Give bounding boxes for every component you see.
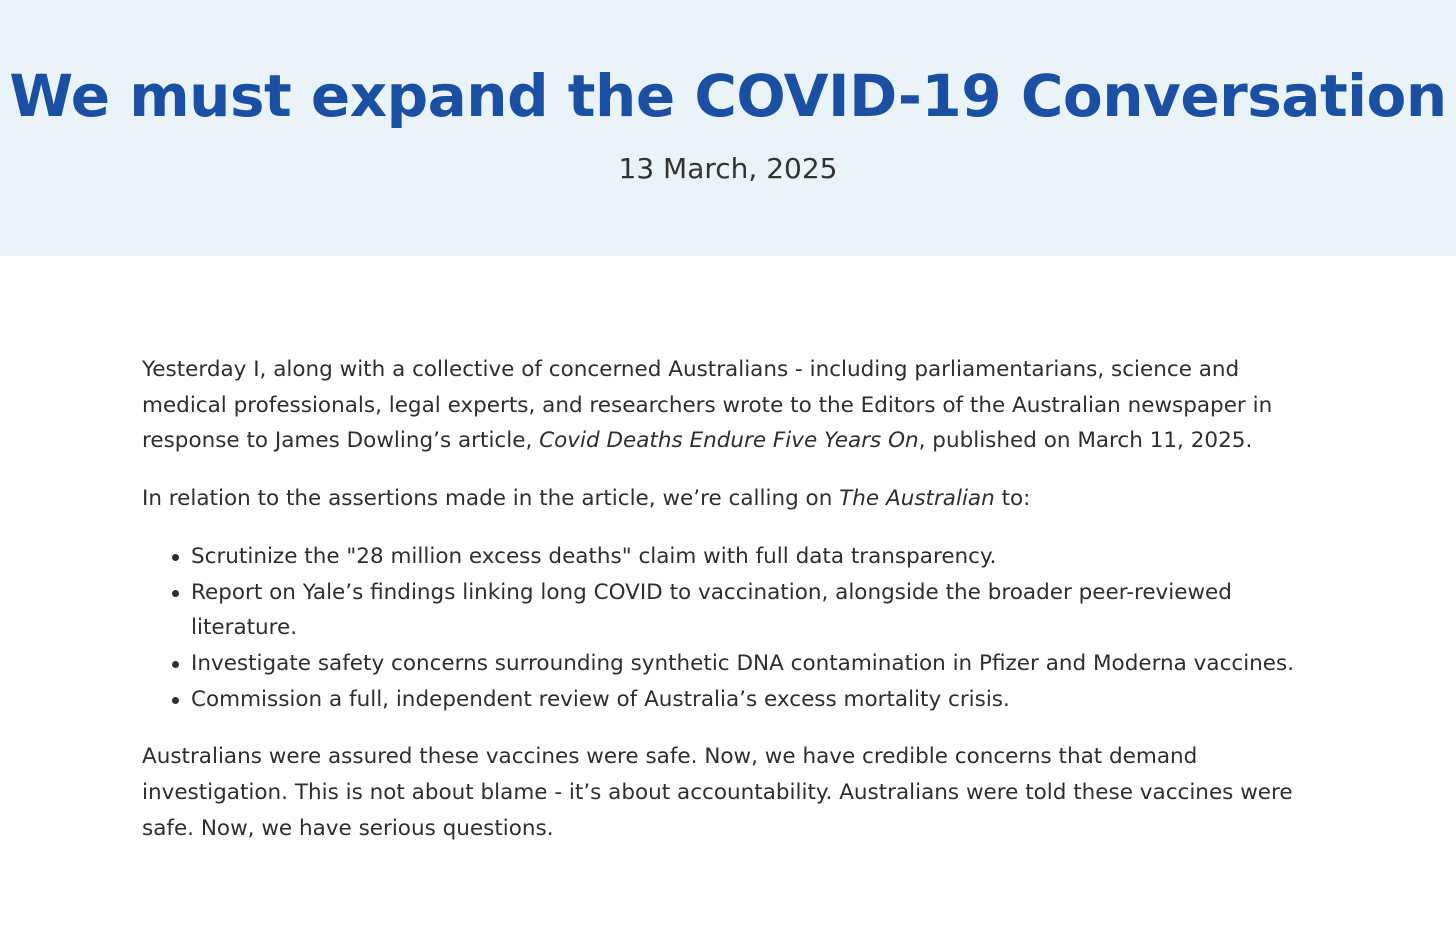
page-title: We must expand the COVID-19 Conversation [9,62,1447,130]
publication-name: The Australian [839,486,995,512]
cited-article-title: Covid Deaths Endure Five Years On [539,428,919,454]
paragraph-request-text: In relation to the assertions made in the article, we’re calling on [142,486,840,512]
paragraph-intro-tail: , published on March 11, 2025. [918,428,1253,454]
paragraph-intro-text: Yesterday I, along with a collective of concerned Australians - including parliamentarians, science and medical professionals, legal experts, and researchers wrote to the Editors of the Australian newspaper in response to James Dowling’s article, [142,357,1273,454]
paragraph-request-tail: to: [994,486,1031,512]
list-item: Scrutinize the "28 million excess deaths" claim with full data transparency. [191,539,1302,575]
paragraph-conclusion: Australians were assured these vaccines were safe. Now, we have credible concerns that demand investigation. This is not about blame - it’s about accountability. Australians were told these vaccines were safe. Now, we have serious questions. [142,744,1293,841]
article-body [142,352,1302,868]
list-item: Investigate safety concerns surrounding synthetic DNA contamination in Pfizer and Moderna vaccines. [191,646,1302,682]
publish-date: 13 March, 2025 [618,152,838,185]
list-item: Commission a full, independent review of Australia’s excess mortality crisis. [191,682,1302,718]
paragraph-request [142,481,1302,517]
article-header [0,0,1456,256]
demands-list [142,539,1302,718]
paragraph-intro [142,352,1302,459]
list-item: Report on Yale’s findings linking long COVID to vaccination, alongside the broader peer-reviewed literature. [191,575,1302,646]
